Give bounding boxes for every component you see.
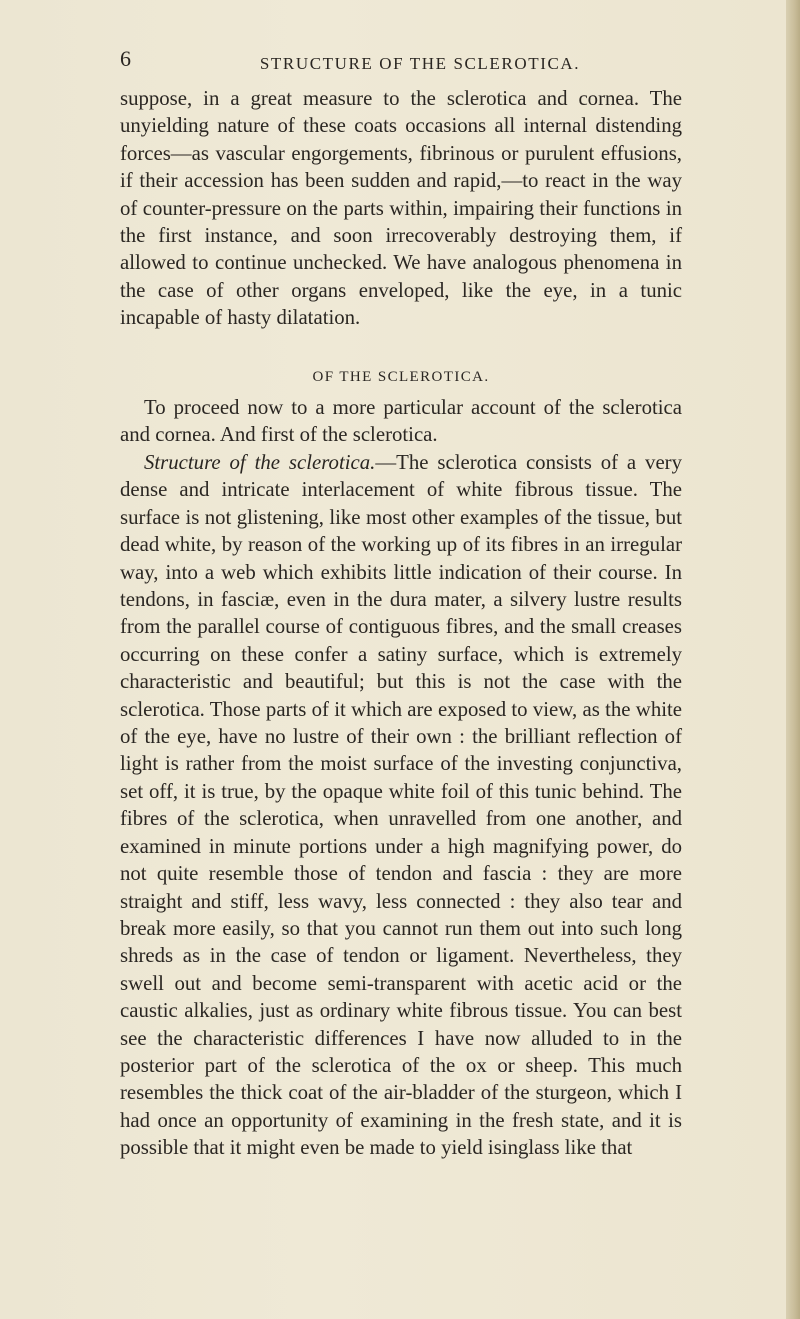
paragraph-3-body: —The sclerotica consists of a very dense and intricate interlacement of white fibrous tissue. The surface is not glistening, like most other examples of the tissue, but dead white, by reason of the working up of its fibres in an irregular way, into a web which exhibits little indication of their course. In tendons, in fasciæ, even in the dura mater, a silvery lustre results from the parallel course of contiguous fibres, and the small creases occurring on these confer a satiny surface, which is extremely characteristic and beautiful; but this is not the case with the sclerotica. Those parts of it which are exposed to view, as the white of the eye, have no lustre of their own : the brilliant reflection of light is rather from the moist surface of the investing conjunctiva, set off, it is true, by the opaque white foil of this tunic behind. The fibres of the sclerotica, when unravelled from one another, and examined in minute portions under a high magnifying power, do not quite resemble those of tendon and fascia : they are more straight and stiff, less wavy, less connected : they also tear and break more easily, so that you cannot run them out into such long shreds as in the case of tendon or ligament. Nevertheless, they swell out and become semi-transparent with acetic acid or the caustic alkalies, just as ordinary white fibrous tissue. You can best see the characteristic differences I have now alluded to in the posterior part of the sclerotica of the ox or sheep. This much resembles the thick coat of the air-bladder of the sturgeon, which I had once an opportunity of examining in the fresh state, and it is possible that it might even be made to yield isinglass like that (120, 451, 683, 1160)
paragraph-2: To proceed now to a more particular account of the sclerotica and cornea. And first of the sclerotica. (120, 396, 682, 447)
section-heading: OF THE SCLEROTICA. (312, 369, 490, 385)
page-edge (786, 0, 800, 1319)
paragraph-3-title: Structure of the sclerotica. (144, 451, 376, 474)
paragraph-3 (120, 449, 682, 1162)
paragraph-1: suppose, in a great measure to the sclerotica and cornea. The unyielding nature of these coats occasions all internal distending forces—as vascular engorgements, fibrinous or purulent effusions, if their accession has been sudden and rapid,—to react in the way of counter-pressure on the parts within, impairing their functions in the first instance, and soon irrecoverably destroying them, if allowed to continue unchecked. We have analogous phenomena in the case of other organs enveloped, like the eye, in a tunic incapable of hasty dilatation. (120, 87, 682, 330)
running-head: STRUCTURE OF THE SCLEROTICA. (259, 54, 581, 73)
page-number: 6 (120, 46, 131, 71)
